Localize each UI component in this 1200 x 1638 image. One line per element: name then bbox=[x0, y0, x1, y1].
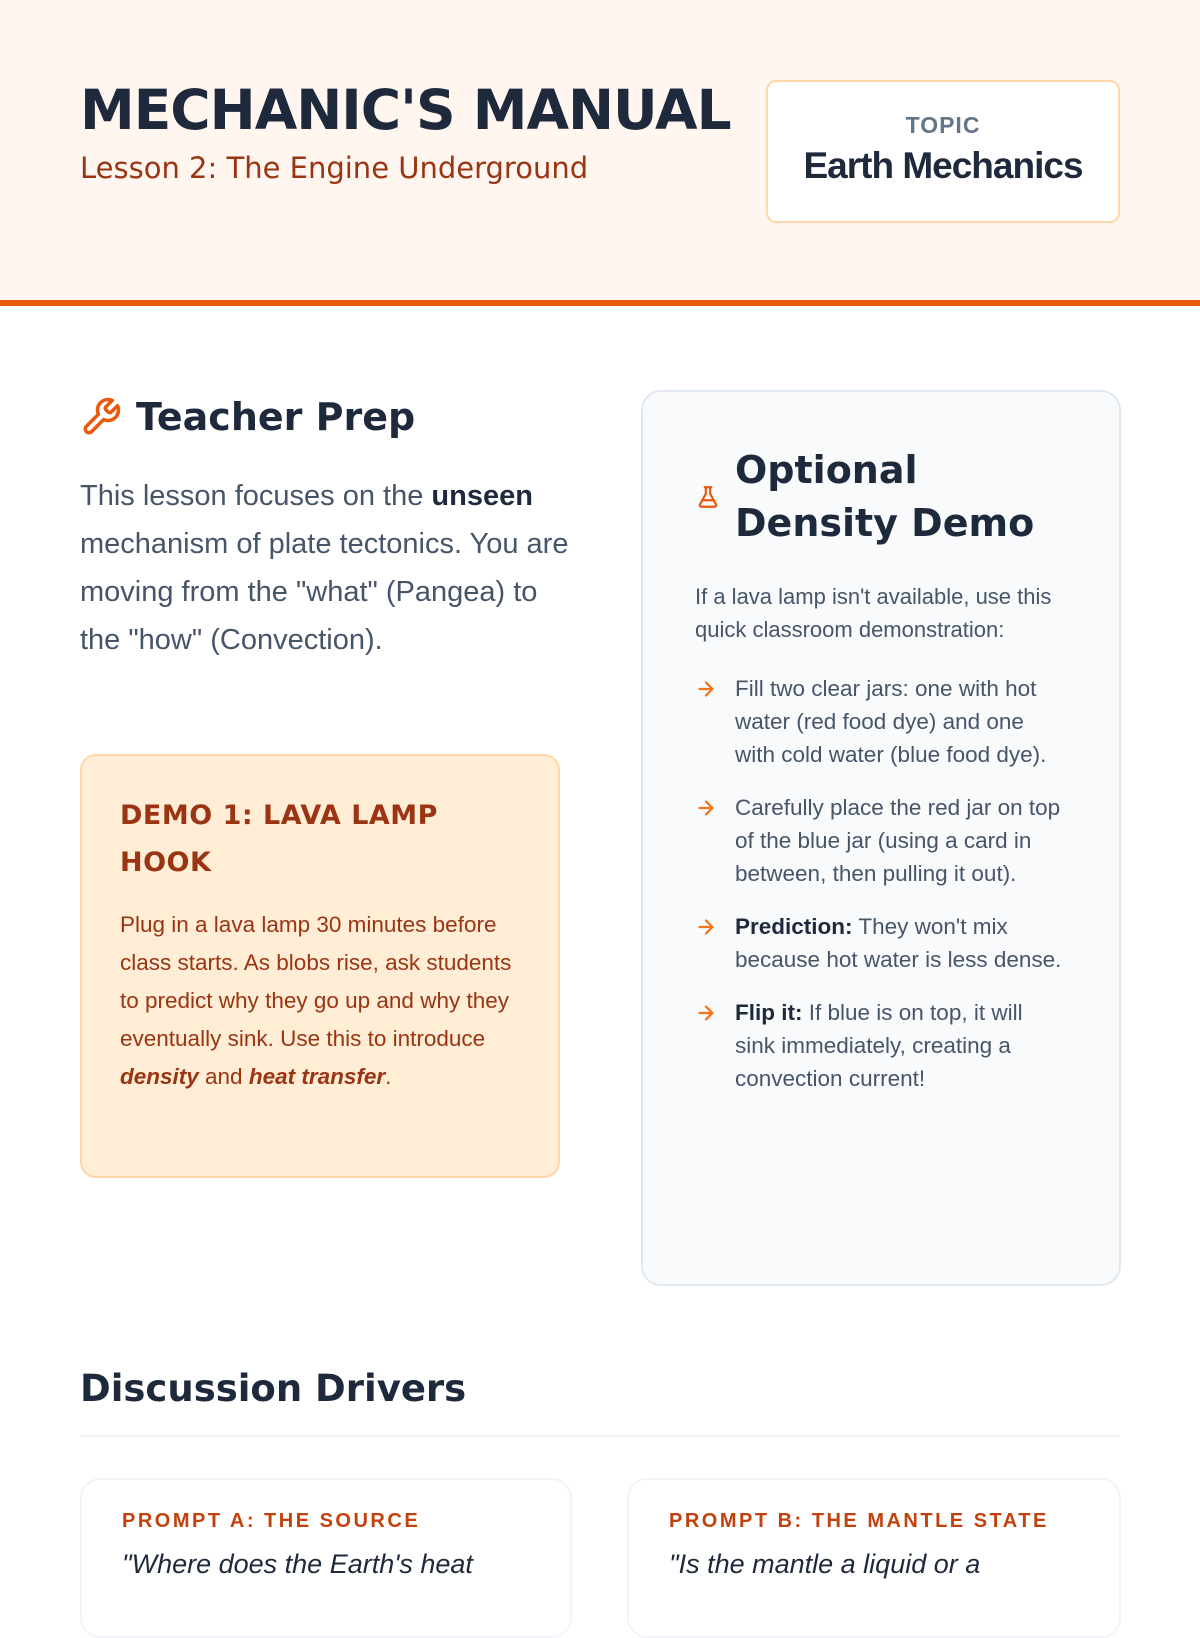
optional-demo-title: Optional Density Demo bbox=[735, 448, 1035, 545]
divider bbox=[80, 1435, 1120, 1437]
list-item: Carefully place the red jar on top of the blue jar (using a card in between, then pulling it out). bbox=[695, 791, 1067, 890]
page-header bbox=[0, 0, 1200, 306]
demo-title: DEMO 1: LAVA LAMP HOOK bbox=[120, 800, 438, 878]
arrow-right-icon bbox=[695, 678, 717, 700]
teacher-prep-title: Teacher Prep bbox=[136, 395, 416, 439]
emphasis-heat-transfer: heat transfer bbox=[248, 1064, 386, 1089]
optional-demo-heading bbox=[695, 444, 1067, 550]
demo-lava-lamp-card bbox=[80, 754, 560, 1178]
emphasis-unseen: unseen bbox=[431, 480, 533, 512]
page-title: MECHANIC'S MANUAL bbox=[80, 78, 731, 142]
discussion-heading: Discussion Drivers bbox=[80, 1367, 467, 1410]
arrow-right-icon bbox=[695, 797, 717, 819]
demo-text: Plug in a lava lamp 30 minutes before class starts. As blobs rise, ask students to predict why they go up and why they eventually sink. Use this to introduce density and heat transfer. bbox=[120, 912, 512, 1089]
prompt-card-source bbox=[80, 1478, 572, 1638]
demo-steps-list bbox=[695, 672, 1067, 1095]
prompt-label: PROMPT B: THE MANTLE STATE bbox=[669, 1510, 1049, 1532]
lesson-subtitle: Lesson 2: The Engine Underground bbox=[80, 151, 589, 185]
topic-label: TOPIC bbox=[905, 112, 981, 138]
list-item: Fill two clear jars: one with hot water (red food dye) and one with cold water (blue food dye). bbox=[695, 672, 1067, 771]
list-item: Flip it: If blue is on top, it will sink immediately, creating a convection current! bbox=[695, 996, 1067, 1095]
flask-icon bbox=[695, 484, 721, 510]
list-item: Prediction: They won't mix because hot water is less dense. bbox=[695, 910, 1067, 976]
optional-demo-card bbox=[641, 390, 1121, 1286]
prompt-question: "Where does the Earth's heat bbox=[122, 1549, 473, 1579]
teacher-prep-heading bbox=[80, 392, 415, 442]
topic-card bbox=[766, 80, 1120, 223]
arrow-right-icon bbox=[695, 916, 717, 938]
prompt-label: PROMPT A: THE SOURCE bbox=[122, 1510, 421, 1532]
teacher-prep-text: This lesson focuses on the unseen mechanism of plate tectonics. You are moving from the "what" (Pangea) to the "how" (Convection). bbox=[80, 480, 569, 656]
prompt-question: "Is the mantle a liquid or a bbox=[669, 1549, 981, 1579]
emphasis-density: density bbox=[120, 1064, 199, 1089]
wrench-icon bbox=[80, 396, 122, 438]
prompt-card-mantle-state bbox=[627, 1478, 1121, 1638]
arrow-right-icon bbox=[695, 1002, 717, 1024]
optional-demo-intro: If a lava lamp isn't available, use this quick classroom demonstration: bbox=[695, 584, 1052, 642]
topic-value: Earth Mechanics bbox=[803, 145, 1083, 186]
